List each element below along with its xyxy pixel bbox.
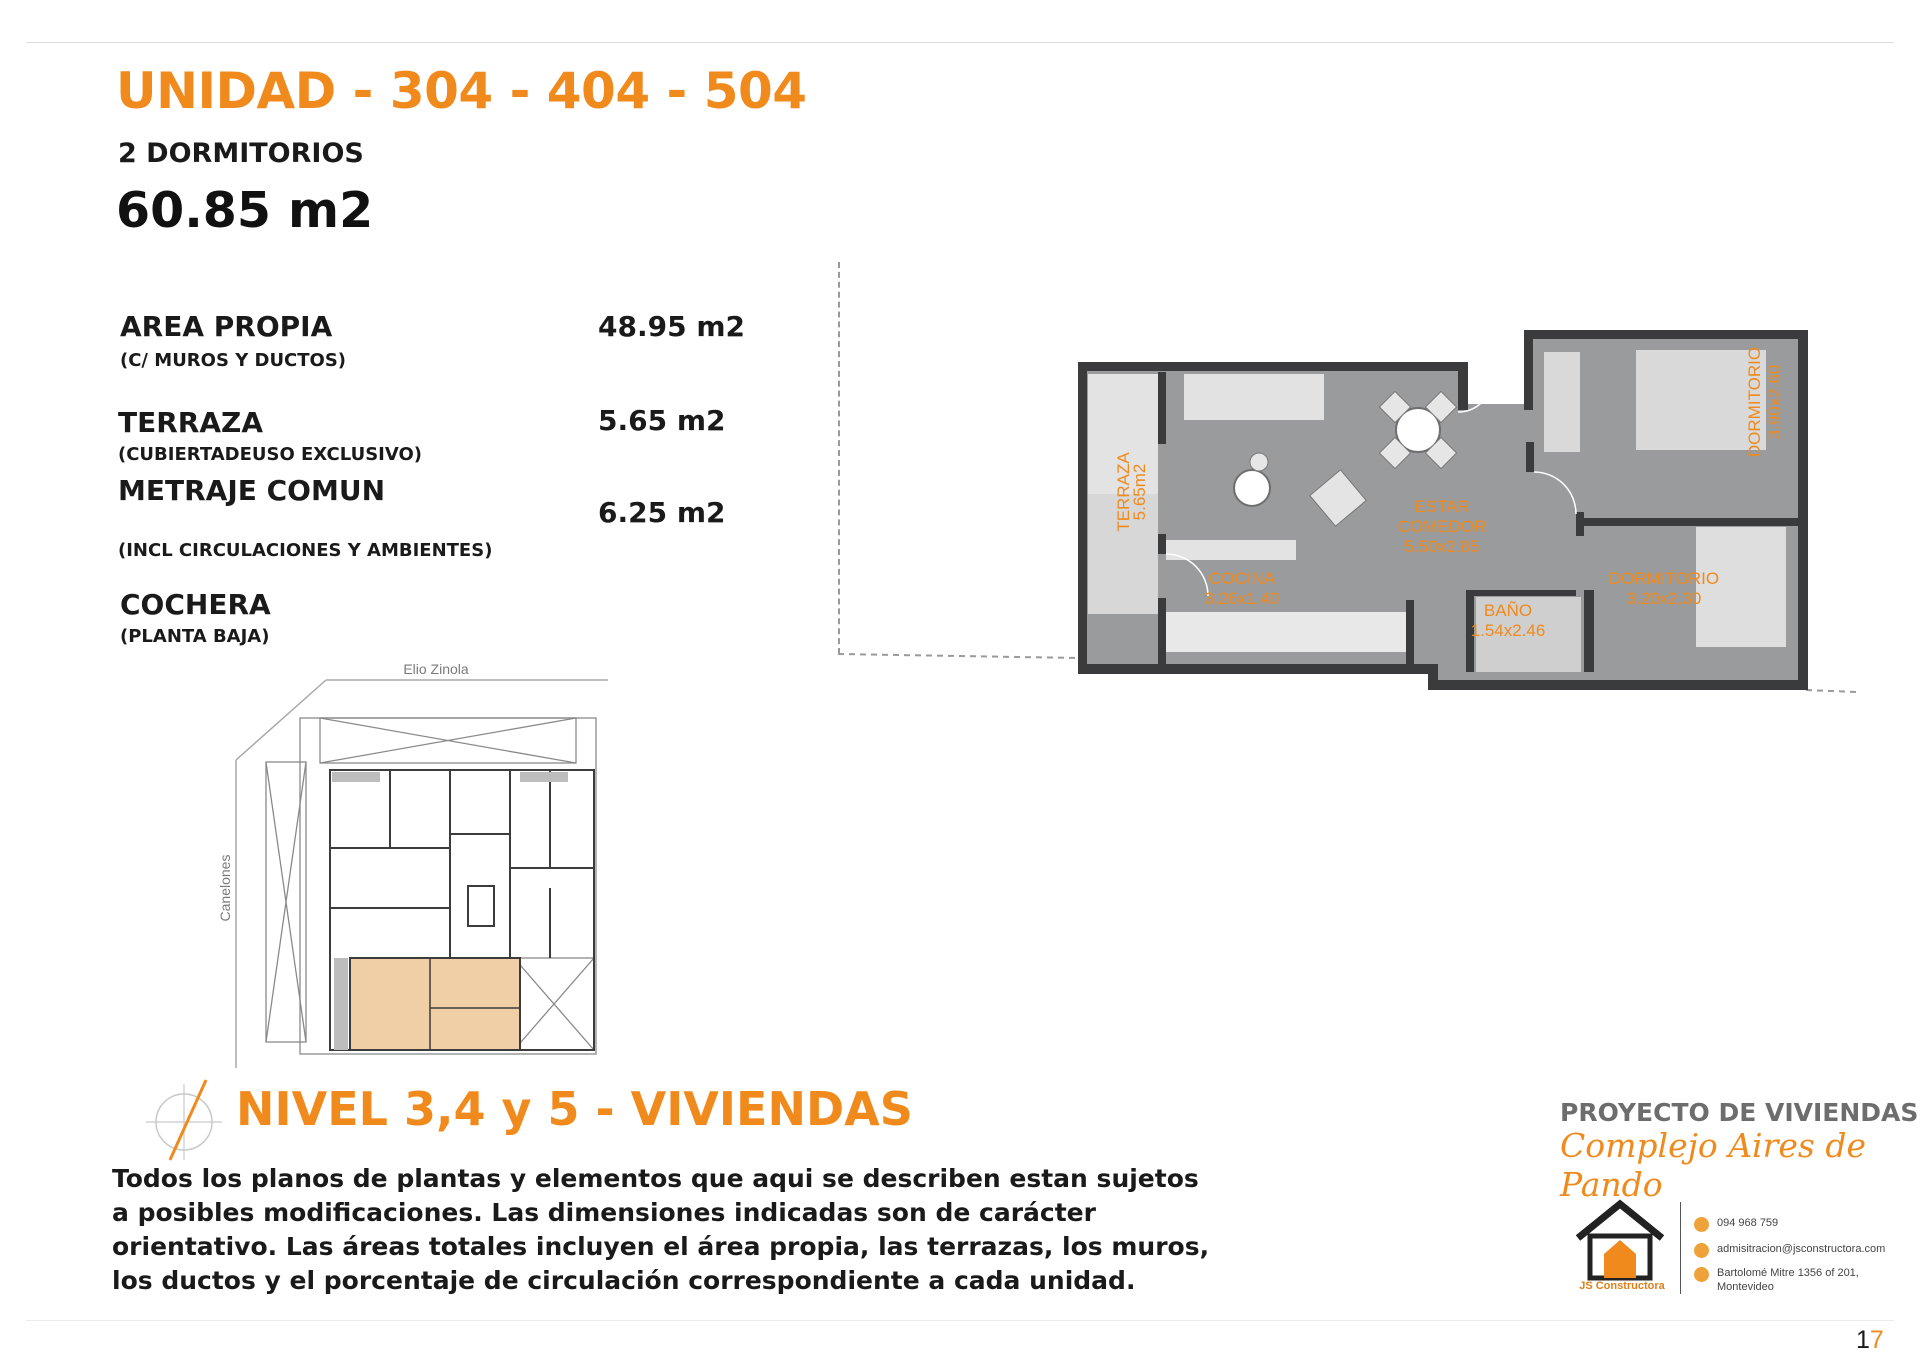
brand-separator [1680,1202,1681,1294]
bottom-divider [26,1320,1894,1321]
room-size-terraza: 5.65m2 [1130,463,1149,521]
room-size-dormitorio-2: 3.20x2.30 [1626,589,1702,608]
unit-floor-plan [836,322,1856,712]
spec-label-cochera: COCHERA [120,588,271,621]
spec-note-cochera: (PLANTA BAJA) [120,626,270,647]
project-name: Complejo Aires de Pando [1560,1126,1866,1204]
room-label-dormitorio-2: DORMITORIO [1608,569,1720,588]
contact-email-text: admisitracion@jsconstructora.com [1717,1243,1886,1255]
room-label-estar: ESTAR [1414,497,1470,516]
contact-address [1694,1266,1859,1294]
room-label-bano: BAÑO [1483,601,1533,620]
spec-value-terraza: 5.65 m2 [598,404,726,437]
contact-email [1694,1242,1885,1258]
page-number-prefix: 1 [1856,1326,1870,1354]
disclaimer-text: Todos los planos de plantas y elementos que aqui se describen estan sujetos a posibles modificaciones. Las dimensiones indicadas son de carácter orientativo. Las áreas totales incluyen el área propia, las terrazas, los muros, los ductos y el porcentaje de circulación correspondiente a cada unidad. [112,1164,1210,1295]
room-label-cocina: COCINA [1208,569,1276,588]
room-size-cocina: 3.26x1.40 [1204,589,1280,608]
spec-note-terraza: (CUBIERTADEUSO EXCLUSIVO) [118,444,423,465]
street-label-top: Elio Zinola [403,661,469,677]
room-label-comedor: COMEDOR [1397,517,1487,536]
js-constructora-logo [1570,1198,1670,1282]
spec-note-metraje-comun: (INCL CIRCULACIONES Y AMBIENTES) [118,540,493,561]
unit-total-area: 60.85 m2 [116,182,374,239]
spec-note-area-propia: (C/ MUROS Y DUCTOS) [120,350,347,371]
spec-label-area-propia: AREA PROPIA [120,310,333,343]
contact-phone-text: 094 968 759 [1717,1217,1779,1229]
room-size-estar-comedor: 5.50x2.85 [1404,537,1480,556]
page-number-accent: 7 [1869,1326,1884,1354]
room-label-dormitorio-1: DORMITORIO [1745,346,1764,458]
project-label: PROYECTO DE VIVIENDAS [1560,1098,1919,1127]
location-icon [1694,1267,1709,1282]
level-title: NIVEL 3,4 y 5 - VIVIENDAS [236,1082,913,1136]
spec-label-metraje-comun: METRAJE COMUN [118,474,385,507]
contact-phone [1694,1216,1778,1232]
unit-title: UNIDAD - 304 - 404 - 504 [116,62,807,120]
site-plan [130,658,630,1068]
top-divider [26,42,1894,43]
spec-label-terraza: TERRAZA [118,406,263,439]
north-compass-icon [140,1074,232,1166]
phone-icon [1694,1217,1709,1232]
street-label-left: Canelones [217,854,233,922]
spec-value-area-propia: 48.95 m2 [598,310,745,343]
room-size-bano: 1.54x2.46 [1470,621,1546,640]
page-number [1856,1326,1884,1355]
unit-bedrooms: 2 DORMITORIOS [118,138,364,169]
spec-value-metraje-comun: 6.25 m2 [598,496,726,529]
email-icon [1694,1243,1709,1258]
room-label-terraza: TERRAZA [1114,452,1133,532]
room-size-dormitorio-1: 3.90x2.60 [1765,364,1784,440]
contact-address-text: Bartolomé Mitre 1356 of 201, Montevideo [1717,1267,1859,1293]
company-name: JS Constructora [1579,1280,1665,1292]
